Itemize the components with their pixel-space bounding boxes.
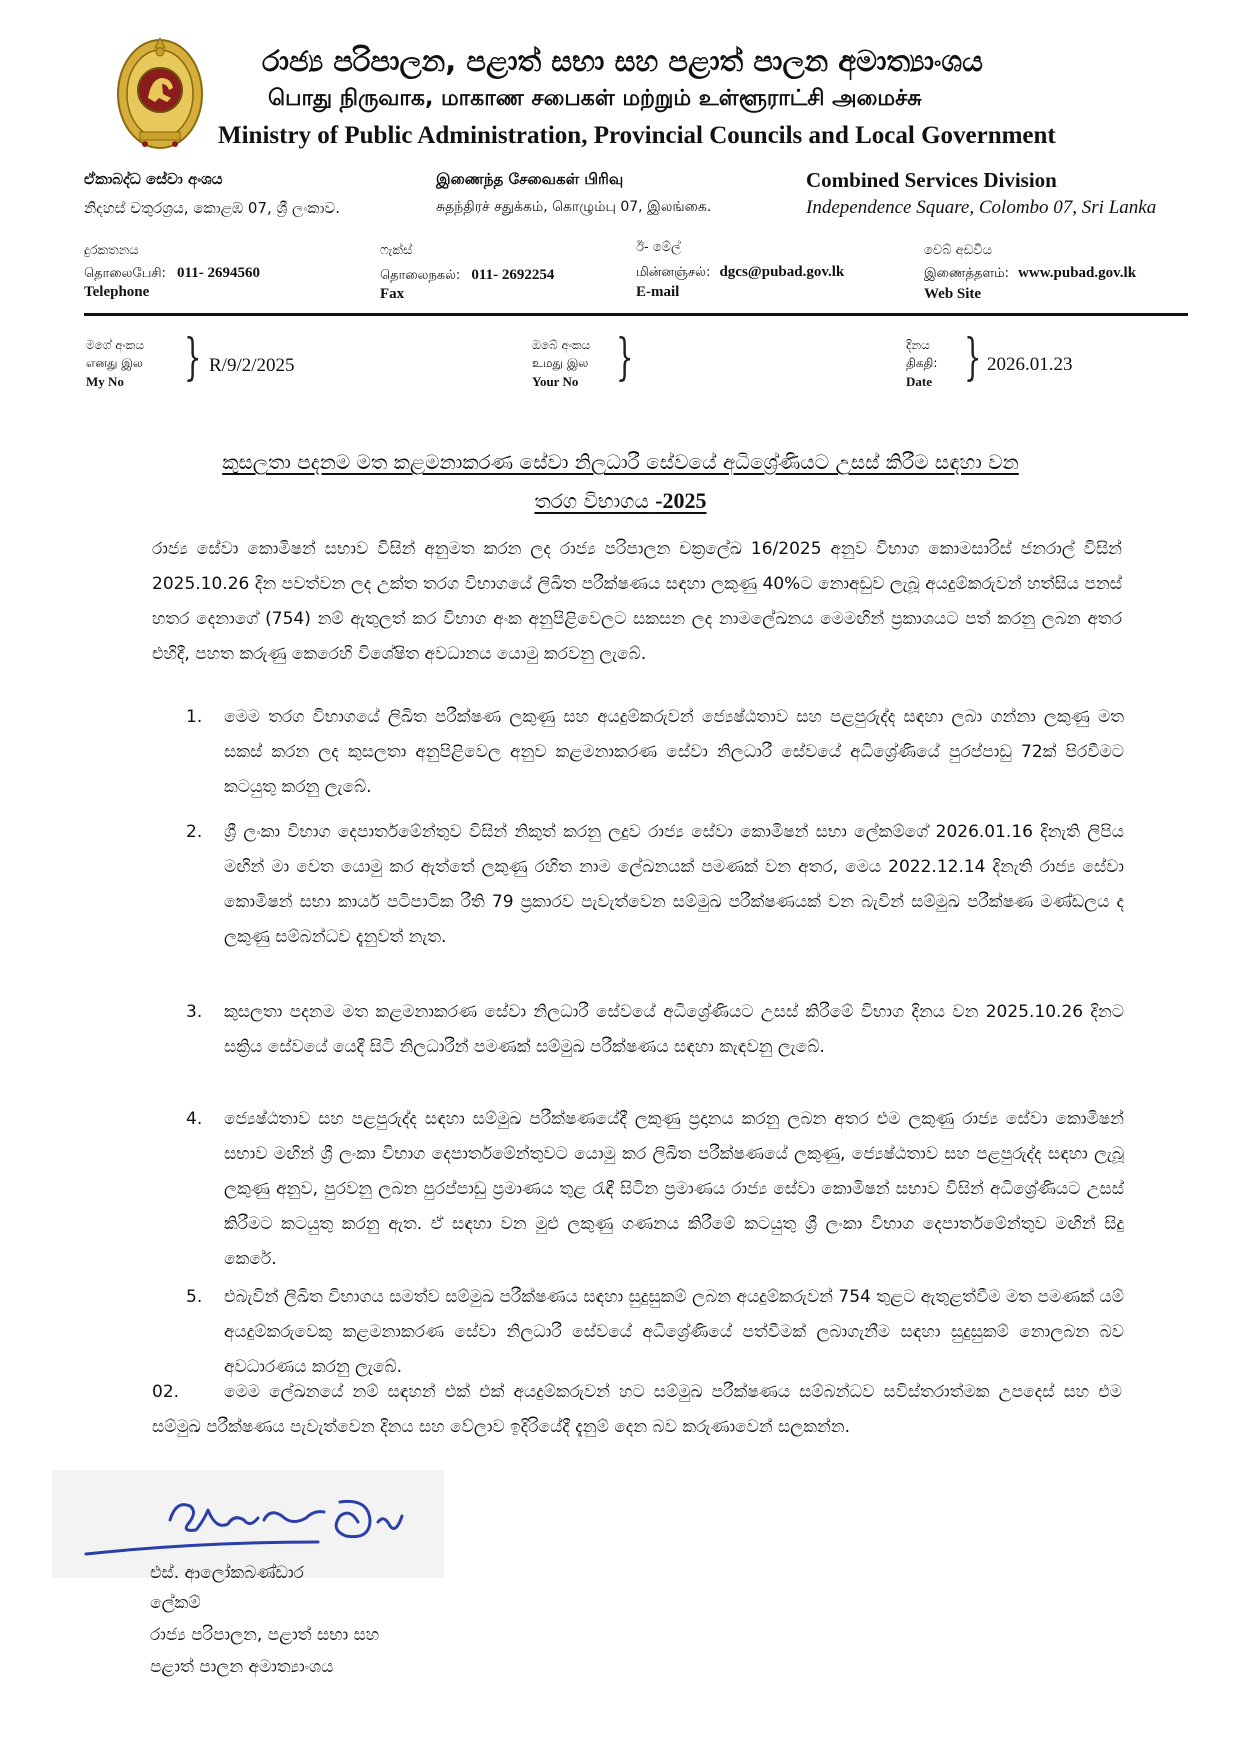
date-label-sinhala: දිනය: [906, 338, 930, 352]
date-value: 2026.01.23: [987, 354, 1073, 375]
division-address-english: Independence Square, Colombo 07, Sri Lanka: [806, 197, 1157, 218]
list-item-number: 3.: [186, 1002, 203, 1022]
signatory-ministry-line1: රාජ්‍ය පරිපාලන, පළාත් සභා සහ: [150, 1625, 380, 1645]
paragraph-02: [152, 1375, 1122, 1445]
paragraph-number: 02.: [152, 1382, 180, 1402]
email-value[interactable]: dgcs@pubad.gov.lk: [719, 264, 845, 280]
fax-label-english: Fax: [380, 286, 405, 302]
list-item-text: ශ්‍රී ලංකා විභාග දෙපාර්තමේන්තුව විසින් නිකුත් කරනු ලදුව රාජ්‍ය සේවා කොමිෂන් සභා ලේකම්ගේ 2026.01.16 දිනැති ලිපිය මඟින් මා වෙත යොමු කර ඇත්තේ ලකුණු රහිත නාම ලේඛනයක් පමණක් වන අතර, මෙය 2022.12.14 දිනැති රාජ්‍ය සේවා කොමිෂන් සභා කාර්ය පටිපාටික රීති 79 ප්‍රකාරව පැවැත්වෙන සම්මුඛ පරීක්ෂණයක් වන බැවින් සම්මුඛ පරීක්ෂණ මණ්ඩලය ද ලකුණු සම්බන්ධව දැනුවත් නැත.: [224, 822, 1124, 947]
division-name-tamil: இணைந்த சேவைகள் பிரிவு: [436, 170, 624, 188]
fax-row: [380, 264, 554, 284]
list-item-number: 1.: [186, 707, 203, 727]
fax-label-sinhala: ෆැක්ස්: [380, 243, 413, 258]
telephone-label-english: Telephone: [84, 284, 150, 300]
brace-icon: }: [616, 328, 634, 386]
document-title-line2: තරග විභාගය -2025: [534, 488, 707, 513]
website-label-sinhala: වෙබ් අඩවිය: [924, 243, 992, 258]
signatory-name: එස්. ආලෝකබණ්ඩාර: [150, 1563, 304, 1583]
paragraph-02-text: මෙම ලේඛනයේ නම් සඳහන් එක් එක් අයදුම්කරුවන් හට සම්මුඛ පරීක්ෂණය සම්බන්ධව සවිස්තරාත්මක උපදෙස් සහ එම සම්මුඛ පරීක්ෂණය පැවැත්වෙන දිනය සහ වේලාව ඉදිරියේදී දැනුම් දෙන බව කරුණාවෙන් සලකන්න.: [152, 1382, 1122, 1437]
date-label-english: Date: [906, 374, 932, 389]
website-row: [924, 262, 1136, 282]
your-no-label-tamil: உமது இல: [532, 356, 589, 370]
website-label-english: Web Site: [924, 286, 982, 302]
document-title-line1: කුසලතා පදනම මත කළමනාකරණ සේවා නිලධාරී සේවයේ අධිශ්‍රේණියට උසස් කිරීම සඳහා වන: [222, 450, 1019, 474]
website-label-tamil: இணைத்தளம்:: [924, 266, 1009, 281]
list-item-text: ජ්‍යෙෂ්ඨතාව සහ පළපුරුද්ද සඳහා සම්මුඛ පරීක්ෂණයේදී ලකුණු ප්‍රදානය කරනු ලබන අතර එම ලකුණු රාජ්‍ය සේවා කොමිෂන් සභාව මඟින් ශ්‍රී ලංකා විභාග දෙපාර්තමේන්තුවට යොමු කර ලිඛිත පරීක්ෂණයේ ලකුණු, ජ්‍යෙෂ්ඨතාව සහ පළපුරුද්ද සඳහා ලැබූ ලකුණු අනුව, පුරවනු ලබන පුරප්පාඩු ප්‍රමාණය තුළ රැඳී සිටින ප්‍රමාණය රාජ්‍ය සේවා කොමිෂන් සභාව විසින් අධිශ්‍රේණියට උසස් කිරීමට කටයුතු කරනු ඇත. ඒ සඳහා වන මුළු ලකුණු ගණනය කිරීමේ කටයුතු ශ්‍රී ලංකා විභාග දෙපාර්තමේන්තුව මඟින් සිදු කෙරේ.: [224, 1109, 1124, 1269]
fax-value: 011- 2692254: [471, 267, 555, 283]
website-value[interactable]: www.pubad.gov.lk: [1018, 265, 1137, 281]
telephone-label-tamil: தொலைபேசி:: [84, 266, 166, 281]
list-item-text: එබැවින් ලිඛිත විභාගය සමත්ව සම්මුඛ පරීක්ෂණය සඳහා සුදුසුකම් ලබන අයදුම්කරුවන් 754 තුළට ඇතුළත්වීම මත පමණක් යම් අයදුම්කරුවෙකු කළමනාකරණ සේවා නිලධාරී සේවයේ අධිශ්‍රේණියේ පත්වීමක් ලබාගැනීම සඳහා සුදුසුකම් නොලබන බව අවධාරණය කරනු ලැබේ.: [224, 1287, 1124, 1377]
ministry-title-english: Ministry of Public Administration, Provincial Councils and Local Government: [218, 122, 1056, 149]
list-item-text: කුසලතා පදනම මත කළමනාකරණ සේවා නිලධාරී සේවයේ අධිශ්‍රේණියට උසස් කිරීමේ විභාග දිනය වන 2025.10.26 දිනට සක්‍රිය සේවයේ යෙදී සිටි නිලධාරීන් පමණක් සම්මුඛ පරීක්ෂණය සඳහා කැඳවනු ලැබේ.: [224, 1002, 1124, 1057]
list-item-number: 2.: [186, 822, 203, 842]
telephone-row: [84, 262, 260, 282]
telephone-value: 011- 2694560: [177, 265, 260, 281]
national-emblem-icon: [115, 32, 205, 150]
fax-label-tamil: தொலைநகல்:: [380, 268, 461, 283]
brace-icon: }: [184, 328, 202, 386]
your-no-label-sinhala: ඔබේ අංකය: [532, 338, 591, 352]
division-name-english: Combined Services Division: [806, 168, 1057, 192]
ministry-title-sinhala: රාජ්‍ය පරිපාලන, පළාත් සභා සහ පළාත් පාලන අමාත්‍යාංශය: [262, 44, 983, 78]
signatory-ministry-line2: පළාත් පාලන අමාත්‍යාංශය: [150, 1657, 334, 1677]
my-no-label-sinhala: මගේ අංකය: [86, 338, 145, 352]
division-address-sinhala: නිදහස් චතුරශ්‍රය, කොළඹ 07, ශ්‍රී ලංකාව.: [84, 199, 340, 217]
your-no-label-english: Your No: [532, 374, 579, 389]
my-no-value: R/9/2/2025: [209, 355, 295, 376]
header-divider: [84, 313, 1188, 316]
email-label-english: E-mail: [636, 284, 680, 300]
handwritten-signature: [78, 1480, 418, 1570]
email-label-sinhala: ඊ- මේල්: [636, 240, 681, 255]
division-name-sinhala: ඒකාබද්ධ සේවා අංශය: [84, 170, 223, 188]
division-address-tamil: சுதந்திரச் சதுக்கம், கொழும்பு 07, இலங்கை.: [436, 199, 712, 215]
my-no-label-english: My No: [86, 374, 124, 389]
list-item-number: 5.: [186, 1287, 203, 1307]
date-label-tamil: திகதி:: [906, 356, 938, 370]
list-item-text: මෙම තරග විභාගයේ ලිඛිත පරීක්ෂණ ලකුණු සහ අයදුම්කරුවන් ජ්‍යෙෂ්ඨතාව සහ පළපුරුද්ද සඳහා ලබා ගන්නා ලකුණු මත සකස් කරන ලද කුසලතා අනුපිළිවෙල අනුව කළමනාකරණ සේවා නිලධාරී සේවයේ අධිශ්‍රේණියේ පුරප්පාඩු 72ක් පිරවීමට කටයුතු කරනු ලැබේ.: [224, 707, 1124, 797]
email-label-tamil: மின்னஞ்சல்:: [636, 265, 711, 280]
list-item-number: 4.: [186, 1109, 203, 1129]
signatory-designation: ලේකම්: [150, 1593, 201, 1613]
ministry-title-tamil: பொது நிருவாக, மாகாண சபைகள் மற்றும் உள்ளூராட்சி அமைச்சு: [268, 86, 922, 111]
telephone-label-sinhala: දුරකතනය: [84, 243, 139, 258]
email-row: [636, 261, 844, 281]
my-no-label-tamil: எனது இல: [86, 356, 143, 370]
brace-icon: }: [964, 328, 982, 386]
intro-paragraph: රාජ්‍ය සේවා කොමිෂන් සභාව විසින් අනුමත කරන ලද රාජ්‍ය පරිපාලන චක්‍රලේඛ 16/2025 අනුව විභාග කොමසාරිස් ජනරාල් විසින් 2025.10.26 දින පවත්වන ලද උක්ත තරග විභාගයේ ලිඛිත පරීක්ෂණය සඳහා ලකුණු 40%ට නොඅඩුව ලැබූ අයදුම්කරුවන් හත්සිය පනස් හතර දෙනාගේ (754) නම් ඇතුලත් කර විභාග අංක අනුපිළිවෙලට සකසන ලද නාමලේඛනය මෙමඟින් ප්‍රකාශයට පත් කරනු ලබන අතර එහිදී, පහත කරුණු කෙරෙහි විශේෂිත අවධානය යොමු කරවනු ලැබේ.: [152, 539, 1122, 664]
